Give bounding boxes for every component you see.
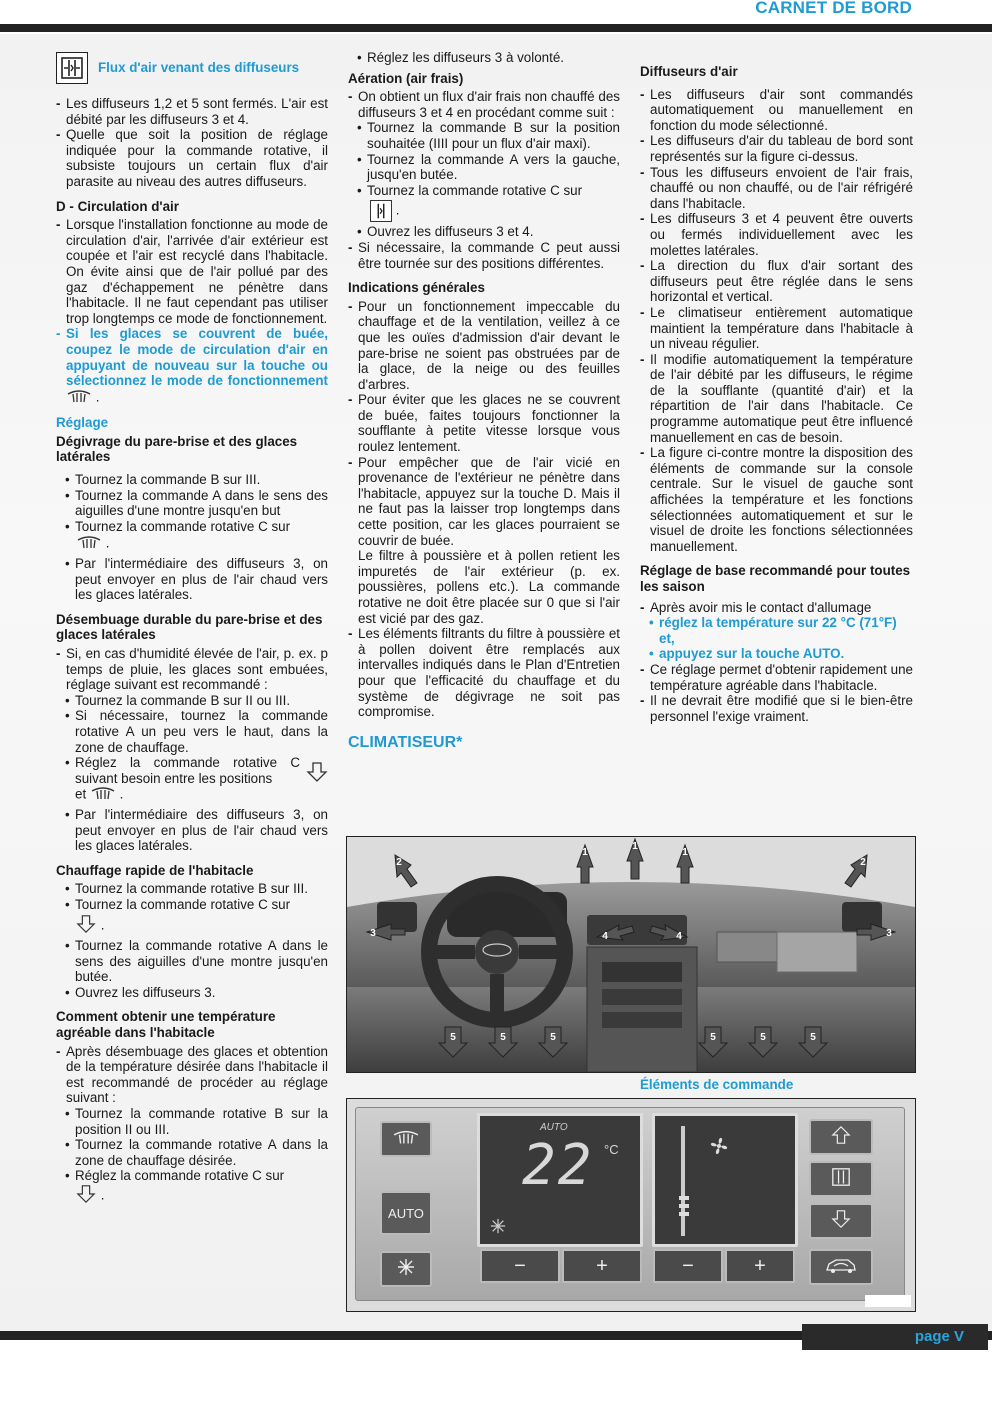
flux-dash-2: - Quelle que soit la position de réglage indiquée pour la commande rotative, il subsiste toujours un certain flux d'air parasite au niveau des autres diffuseurs. [56, 127, 328, 189]
defrost-icon [392, 1128, 420, 1151]
fan-icon [707, 1134, 731, 1163]
base-dash-2: - Ce réglage permet d'obtenir rapidement une température agréable dans l'habitacle. [640, 662, 913, 693]
base-heading: Réglage de base recommandé pour toutes les saison [640, 563, 911, 594]
diffuseurs-3-bullet: • Réglez les diffuseurs 3 à volonté. [348, 50, 620, 66]
desembuage-heading: Désembuage durable du pare-brise et des glaces latérales [56, 611, 323, 643]
floor-arrow-icon [306, 761, 328, 787]
diffuseurs-dash-1: - Les diffuseurs d'air sont commandés automatiquement ou manuellement en fonction du mode sélectionné. [640, 87, 913, 134]
circulation-dash: - Lorsque l'installation fonctionne au mode de circulation d'air, l'arrivée d'air extérieur est coupée et l'air est recyclé dans l'habitacle. On évite ainsi que de l'air pollué par des gaz d'échappement ne pénètre dans l'habitacle. Il ne faut cependant pas utiliser trop longtemps ce mode de fonctionnement. [56, 217, 328, 326]
fan-plus-button[interactable]: + [725, 1249, 795, 1283]
desembuage-and-line: et . [56, 786, 328, 804]
defrost-icon [66, 389, 92, 407]
vent-center-button[interactable] [809, 1161, 873, 1197]
fan-level-step [679, 1212, 689, 1216]
vent-label-1b: 1 [632, 841, 638, 852]
vent-label-5a: 5 [450, 1032, 456, 1043]
chauffage-bullet-3: • Tournez la commande rotative A dans le sens des aiguilles d'une montre jusqu'en butée. [56, 938, 328, 985]
desembuage-bullet-3 [56, 755, 328, 786]
recirculation-button[interactable] [809, 1249, 873, 1285]
desembuage-bullet-5: • Par l'intermédiaire des diffuseurs 3, on peut envoyer en plus de l'air chaud vers les glaces latérales. [56, 807, 328, 854]
floor-arrow-icon [831, 1209, 851, 1234]
chauffage-bullet-1: • Tournez la commande rotative B sur III. [56, 881, 328, 897]
circulation-heading: D - Circulation d'air [56, 198, 179, 214]
vent-label-3a: 3 [370, 928, 376, 939]
vent-up-button[interactable] [809, 1119, 873, 1155]
climatiseur-heading: CLIMATISEUR* [348, 733, 463, 751]
fan-level-bar [681, 1126, 685, 1236]
indications-dash-2: - Pour éviter que les glaces ne se couvrent de buée, faites toujours fonctionner la soufflante à petite vitesse lorsque vous roulez lentement. [348, 392, 620, 454]
auto-indicator: AUTO [540, 1122, 568, 1133]
degivrage-icon-line: . [56, 535, 328, 553]
temp-bullet-1: • Tournez la commande rotative B sur la position II ou III. [56, 1106, 328, 1137]
degivrage-heading: Dégivrage du pare-brise et des glaces latérales [56, 433, 298, 465]
left-display [477, 1113, 643, 1247]
vent-down-button[interactable] [809, 1203, 873, 1239]
indications-dash-1: - Pour un fonctionnement impeccable du chauffage et de la ventilation, veillez à ce que les ouïes d'admission d'air devant le pare-brise ne soient pas obstruées par de la glace, de la neige ou des feuilles d'arbres. [348, 299, 620, 393]
right-display [652, 1113, 798, 1247]
aeration-bullet-1: • Tournez la commande B sur la position souhaitée (IIII pour un flux d'air maxi). [348, 120, 620, 151]
flux-dash-1: - Les diffuseurs 1,2 et 5 sont fermés. L'air est débité par les diffuseurs 3 et 4. [56, 96, 328, 127]
aeration-icon-line: . [348, 200, 620, 222]
aeration-heading: Aération (air frais) [348, 70, 464, 86]
temp-icon-line: . [56, 1184, 328, 1208]
aeration-dash: - On obtient un flux d'air frais non chauffé des diffuseurs 3 et 4 en procédant comme suit : [348, 89, 620, 120]
top-rule [0, 24, 992, 32]
dashboard-figure [346, 836, 916, 1073]
circulation-warning: - Si les glaces se couvrent de buée, coupez le mode de circulation d'air en appuyant de nouveau sur la touche ou sélectionnez le mode de fonctionnement . [56, 326, 328, 406]
vent-icon [370, 200, 392, 222]
temperature-minus-button[interactable]: − [480, 1249, 560, 1283]
vent-label-4a: 4 [602, 931, 608, 942]
vent-label-5c: 5 [550, 1032, 556, 1043]
vent-label-5b: 5 [500, 1032, 506, 1043]
vent-icon [832, 1168, 850, 1191]
chauffage-bullet-4: • Ouvrez les diffuseurs 3. [56, 985, 328, 1001]
desembuage-and: et [75, 786, 87, 802]
defrost-button[interactable] [380, 1121, 432, 1157]
degivrage-bullet-1: • Tournez la commande B sur III. [56, 472, 328, 488]
page-number: page V [802, 1324, 988, 1350]
desembuage-bullet-3-text: Réglez la commande rotative C suivant besoin entre les positions [75, 755, 300, 786]
aeration-bullet-4: • Ouvrez les diffuseurs 3 et 4. [348, 224, 620, 240]
fan-minus-button[interactable]: − [653, 1249, 723, 1283]
temp-bullet-3: • Réglez la commande rotative C sur [56, 1168, 328, 1184]
base-bullet-1: • réglez la température sur 22 °C (71°F) et, [640, 615, 913, 646]
temperature-plus-button[interactable]: + [562, 1249, 642, 1283]
temperature-readout: 22 [522, 1133, 594, 1198]
diffuseurs-dash-3: - Tous les diffuseurs envoient de l'air frais, chauffé ou non chauffé, ou de l'air réfrigéré dans l'habitacle. [640, 165, 913, 212]
defrost-icon [76, 535, 102, 553]
vent-icon [56, 52, 88, 84]
reglage-heading: Réglage [56, 415, 109, 431]
vent-label-4b: 4 [676, 931, 682, 942]
column-3 [640, 64, 913, 724]
temp-dash: - Après désembuage des glaces et obtention de la température désirée dans l'habitacle il est recommandé de procéder au réglage suivant : [56, 1044, 328, 1106]
desembuage-bullet-1: • Tournez la commande B sur II ou III. [56, 693, 328, 709]
desembuage-bullet-2: • Si nécessaire, tournez la commande rotative A un peu vers le haut, dans la zone de chauffage. [56, 708, 328, 755]
floor-arrow-icon [75, 914, 97, 938]
indications-dash-4: - Les éléments filtrants du filtre à poussière et à pollen doivent être remplacés aux intervalles indiqués dans le Plan d'Entretien pour que l'efficacité du chauffage et du système de dégivrage ne soit pas compromise. [348, 626, 620, 720]
dashboard-illustration [347, 837, 915, 1072]
ac-off-button[interactable] [380, 1251, 432, 1287]
floor-arrow-icon [75, 1184, 97, 1208]
fan-level-step [679, 1204, 689, 1208]
column-1 [56, 52, 328, 1208]
base-dash-3: - Il ne devrait être modifié que si le bien-être personnel l'exige vraiment. [640, 693, 913, 724]
temp-heading: Comment obtenir une température agréable dans l'habitacle [56, 1009, 276, 1041]
flux-heading-row [56, 52, 328, 84]
degivrage-bullet-4: • Par l'intermédiaire des diffuseurs 3, on peut envoyer en plus de l'air chaud vers les glaces latérales. [56, 556, 328, 603]
up-arrow-icon [831, 1125, 851, 1150]
vent-label-5f: 5 [810, 1032, 816, 1043]
defrost-icon [90, 786, 116, 804]
vent-label-3b: 3 [886, 928, 892, 939]
temp-bullet-2: • Tournez la commande rotative A dans la zone de chauffage désirée. [56, 1137, 328, 1168]
desembuage-dash: - Si, en cas d'humidité élevée de l'air, p. ex. p temps de pluie, les glaces sont embuées, réglage suivant est recommandé : [56, 646, 328, 693]
diffuseurs-heading: Diffuseurs d'air [640, 64, 738, 79]
auto-button[interactable]: AUTO [380, 1191, 432, 1235]
panel-label-patch [865, 1295, 911, 1307]
flux-heading: Flux d'air venant des diffuseurs [98, 60, 300, 76]
diffuseurs-dash-8: - La figure ci-contre montre la disposition des éléments de commande sur la console centrale. Sur le visuel de gauche sont affichées la température et les fonctions sélectionnées automatiquement et sur le visuel de droite les fonctions sélectionnées manuellement. [640, 445, 913, 554]
diffuseurs-dash-5: - La direction du flux d'air sortant des diffuseurs peut être réglée dans le sens horizontal et vertical. [640, 258, 913, 305]
indications-dash-3: - Pour empêcher que de l'air vicié en provenance de l'extérieur ne pénètre dans l'habitacle, appuyez sur la touche D. Mais il ne faut pas la laisser trop longtemps dans cette position, car les glaces pourraient se couvrir de buée. [348, 455, 620, 549]
chauffage-heading: Chauffage rapide de l'habitacle [56, 862, 254, 878]
climate-control-panel [346, 1098, 916, 1312]
diffuseurs-dash-4: - Les diffuseurs 3 et 4 peuvent être ouverts ou fermés individuellement avec les molettes latérales. [640, 211, 913, 258]
fan-level-step [679, 1196, 689, 1200]
aeration-bullet-3: • Tournez la commande rotative C sur [348, 183, 620, 199]
snowflake-icon [397, 1258, 415, 1281]
diffuseurs-dash-7: - Il modifie automatiquement la température de l'air débité par les diffuseurs, le régime de la soufflante (quantité d'air) et la répartition de l'air dans l'habitacle. Ce programme automatique peut être influencé manuellement en cas de besoin. [640, 352, 913, 446]
degivrage-bullet-3: • Tournez la commande rotative C sur [56, 519, 328, 535]
base-dash: - Après avoir mis le contact d'allumage [640, 600, 913, 616]
base-bullet-2: • appuyez sur la touche AUTO. [640, 646, 913, 662]
header-title: CARNET DE BORD [755, 0, 912, 17]
vent-label-2b: 2 [860, 857, 866, 868]
recirculation-car-icon [824, 1256, 858, 1279]
degivrage-bullet-2: • Tournez la commande A dans le sens des aiguilles d'une montre jusqu'en but [56, 488, 328, 519]
diffuseurs-dash-6: - Le climatiseur entièrement automatique maintient la température dans l'habitacle à un niveau régulier. [640, 305, 913, 352]
vent-label-2a: 2 [396, 857, 402, 868]
aeration-dash-2: - Si nécessaire, la commande C peut aussi être tournée sur des positions différentes. [348, 240, 620, 271]
vent-label-1c: 1 [682, 847, 688, 858]
vent-label-5e: 5 [760, 1032, 766, 1043]
circulation-warning-text: Si les glaces se couvrent de buée, coupez le mode de circulation d'air en appuyant de nouveau sur la touche ou sélectionnez le mode de fonctionnement [66, 326, 328, 389]
diffuseurs-dash-2: - Les diffuseurs d'air du tableau de bord sont représentés sur la figure ci-dessus. [640, 133, 913, 164]
aeration-bullet-2: • Tournez la commande A vers la gauche, jusqu'en butée. [348, 152, 620, 183]
chauffage-bullet-2: • Tournez la commande rotative C sur [56, 897, 328, 913]
filter-note: Le filtre à poussière et à pollen retient les impuretés de l'air extérieur (p. ex. poussières, pollens etc.). La commande rotative ne doit être placée sur 0 que si l'air est vicié par des gaz. [358, 548, 620, 626]
chauffage-icon-line: . [56, 914, 328, 938]
column-2 [348, 50, 620, 750]
snowflake-icon [490, 1218, 506, 1239]
indications-heading: Indications générales [348, 280, 485, 296]
vent-label-1a: 1 [582, 847, 588, 858]
figure-caption: Éléments de commande [640, 1077, 794, 1092]
temperature-unit: °C [604, 1142, 619, 1157]
vent-label-5d: 5 [710, 1032, 716, 1043]
